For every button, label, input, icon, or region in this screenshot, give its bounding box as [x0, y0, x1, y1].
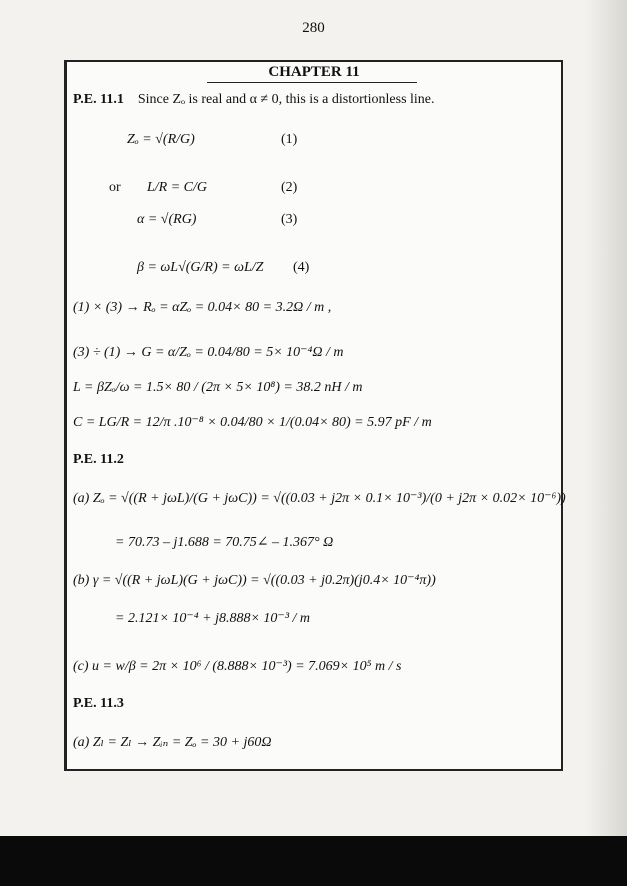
eq-1: Zₒ = √(R/G) [127, 132, 195, 147]
pe-11-3-label: P.E. 11.3 [73, 696, 124, 711]
solution-frame [64, 60, 566, 771]
eq-2-number: (2) [281, 180, 298, 195]
page-edge-shadow [585, 0, 627, 836]
result-g: (3) ÷ (1) → G = α/Zₒ = 0.04/80 = 5× 10⁻⁴Ω / m [73, 345, 344, 360]
result-c: C = LG/R = 12/π .10⁻⁸ × 0.04/80 × 1/(0.04× 80) = 5.97 pF / m [73, 415, 432, 430]
eq-2: L/R = C/G [147, 180, 208, 195]
pe-11-2-a-line2: = 70.73 – j1.688 = 70.75∠ – 1.367° Ω [115, 535, 334, 550]
pe-11-1-label: P.E. 11.1 [73, 92, 124, 107]
pe-11-2-c-line: (c) u = w/β = 2π × 10⁶ / (8.888× 10⁻³) = 7.069× 10⁵ m / s [73, 659, 402, 674]
pe-11-1-intro-line [73, 92, 435, 108]
bottom-black-bar [0, 836, 627, 886]
pe-11-2-b-line2: = 2.121× 10⁻⁴ + j8.888× 10⁻³ / m [115, 611, 311, 626]
eq-4: β = ωL√(G/R) = ωL/Z [137, 260, 264, 275]
chapter-underline [207, 82, 417, 83]
pe-11-3-a-line: (a) Zₗ = Zₗ → Zᵢₙ = Zₒ = 30 + j60Ω [73, 735, 272, 750]
pe-11-1-intro: Since Zₒ is real and α ≠ 0, this is a distortionless line. [137, 92, 435, 107]
result-l: L = βZₒ/ω = 1.5× 80 / (2π × 5× 10⁸) = 38.2 nH / m [73, 380, 363, 395]
eq-4-number: (4) [293, 260, 310, 275]
eq-1-number: (1) [281, 132, 298, 147]
chapter-title: CHAPTER 11 [268, 64, 360, 80]
page-number: 280 [302, 20, 325, 36]
pe-11-2-a-line1: (a) Zₒ = √((R + jωL)/(G + jωC)) = √((0.03 + j2π × 0.1× 10⁻³)/(0 + j2π × 0.02× 10⁻⁶)) [73, 491, 566, 506]
result-r: (1) × (3) → Rₒ = αZₒ = 0.04× 80 = 3.2Ω / m , [73, 300, 332, 315]
eq-3: α = √(RG) [137, 212, 197, 227]
eq-2-prefix: or [109, 180, 121, 195]
pe-11-2-label: P.E. 11.2 [73, 452, 124, 467]
eq-3-number: (3) [281, 212, 298, 227]
pe-11-2-b-line1: (b) γ = √((R + jωL)(G + jωC)) = √((0.03 + j0.2π)(j0.4× 10⁻⁴π)) [73, 573, 436, 588]
